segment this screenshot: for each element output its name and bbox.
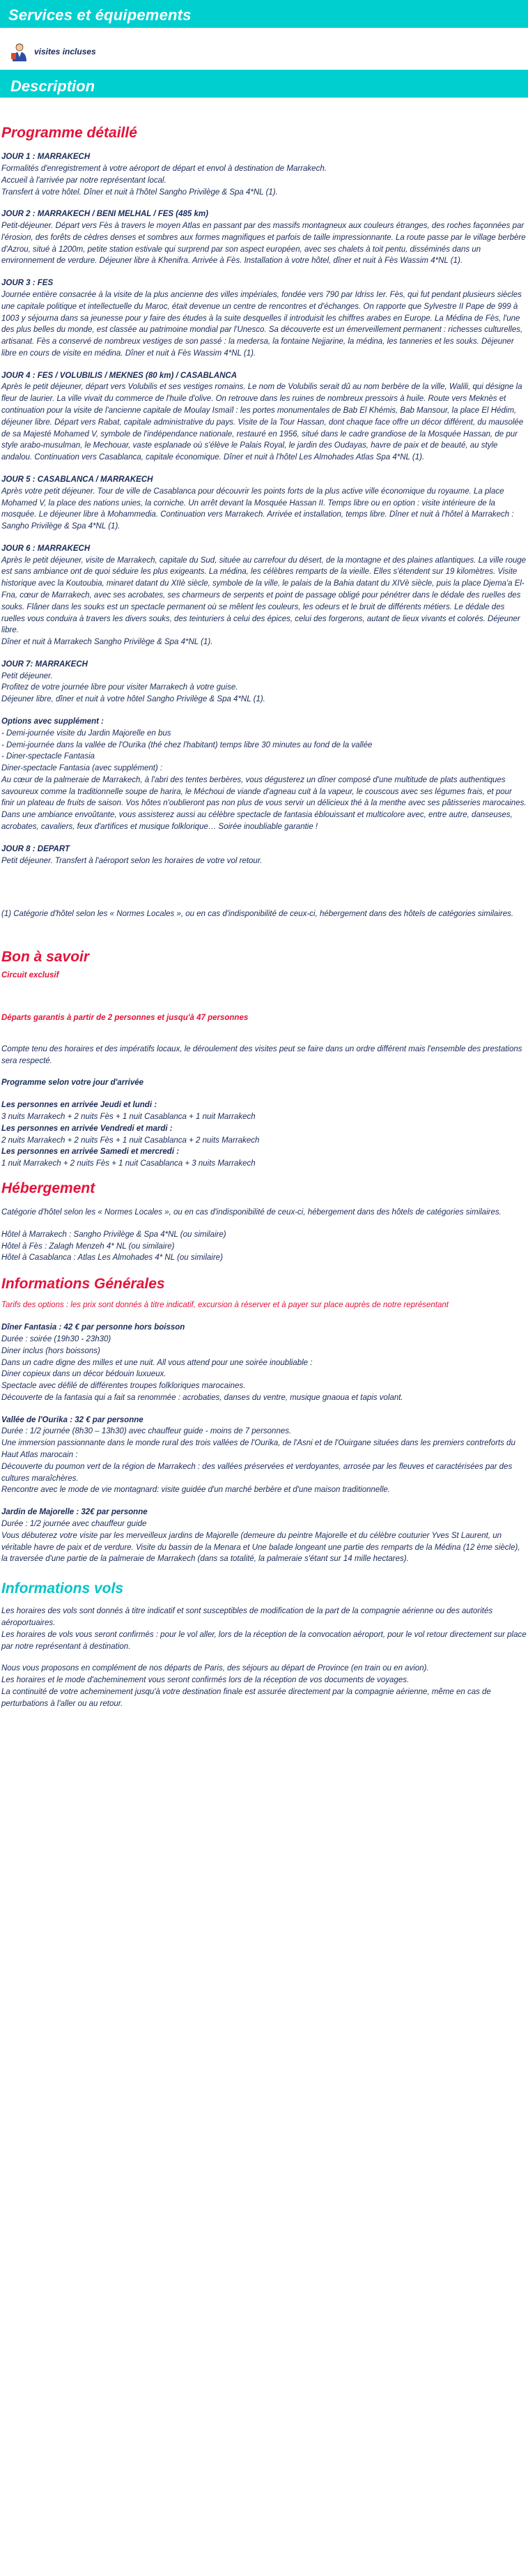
arrival-label: Les personnes en arrivée Vendredi et mardi : bbox=[1, 1124, 173, 1133]
general-option-title: Dîner Fantasia : 42 € par personne hors boisson bbox=[1, 1323, 185, 1332]
vols-line: La continuité de votre acheminement jusqu'à votre destination finale est assurée directement par la compagnie aérienne, même en cas de perturbations à l'aller ou au retour. bbox=[1, 1687, 491, 1708]
option-line: Diner-spectacle Fantasia (avec supplément) : bbox=[1, 764, 163, 773]
option-line: - Diner-spectacle Fantasia bbox=[1, 752, 95, 761]
day-line: Transfert à votre hôtel. Dîner et nuit à l'hôtel Sangho Privilège & Spa 4*NL (1). bbox=[1, 188, 278, 197]
day-title: JOUR 4 : FES / VOLUBILIS / MEKNES (80 km) / CASABLANCA bbox=[1, 371, 238, 380]
general-option-line: Une immersion passionnante dans le monde rural des trois vallées de l'Ourika, de l'Asni et de l'Ouirgane situées dans les premiers contreforts du Haut Atlas marocain : bbox=[1, 1439, 515, 1460]
day-block bbox=[1, 659, 527, 706]
day-line: Après votre petit déjeuner. Tour de ville de Casablanca pour découvrir les points forts de la plus active ville économique du royaume. La place Mohamed V, la place des nations unies, la corniche. Un arrêt devant la Mosquée Hassan II. Temps libre ou en option : visite intérieure de la mosquée. Le déjeuner libre à Mohammedia. Continuation vers Marrakech. Arrivée et installation, temps libre. Dîner et nuit à l'hôtel à Marrakech : Sangho Privilège & Spa 4*NL (1). bbox=[1, 487, 514, 531]
bon-a-savoir-title: Bon à savoir bbox=[1, 949, 90, 966]
option-line: Au cœur de la palmeraie de Marrakech, à l'abri des tentes berbères, vous dégusterez un dîner composé d'une multitude de plats authentiques savoureux comme la traditionnelle soupe de harira, le Méchoui de viande d'agneau cuit à la vapeur, le couscous avec ses légumes frais, et pour finir un plateau de fruits de saison. Vos hôtes n'oublieront pas non plus de vous servir un délicieux thé à la menthe avec ses pâtisseries marocaines. Dans une ambiance envoûtante, vous assisterez aussi au célèbre spectacle de fantasia éblouissant et multicolore avec, entre autre, danseuses, acrobates, cavaliers, feux d'artifices et musique folklorique… Soirée inoubliable garantie ! bbox=[1, 775, 527, 832]
vols-paragraph bbox=[1, 1606, 527, 1652]
hebergement-intro: Catégorie d'hôtel selon les « Normes Locales », ou en cas d'indisponibilité de ceux-ci, hébergement dans des hôtels de catégories similaires. bbox=[1, 1208, 502, 1217]
general-option-line: Rencontre avec le mode de vie montagnard: visite guidée d'un marché berbère et d'une maison traditionnelle. bbox=[1, 1486, 391, 1495]
day-block bbox=[1, 277, 527, 359]
general-option-line: Dans un cadre digne des milles et une nuit. All vous attend pour une soirée inoubliable : bbox=[1, 1358, 313, 1367]
arrival-label: Les personnes en arrivée Jeudi et lundi : bbox=[1, 1101, 157, 1110]
arrival-detail: 1 nuit Marrakech + 2 nuits Fès + 1 nuit Casablanca + 3 nuits Marrakech bbox=[1, 1159, 256, 1168]
programme-title: Programme détaillé bbox=[1, 125, 137, 141]
day-title: JOUR 7: MARRAKECH bbox=[1, 660, 88, 669]
compte-tenu-text: Compte tenu des horaires et des impératifs locaux, le déroulement des visites peut se faire dans un ordre différent mais l'ensemble des prestations sera respecté. bbox=[1, 1044, 522, 1065]
general-option-line: Spectacle avec défilé de différentes troupes folkloriques marocaines. bbox=[1, 1382, 246, 1391]
general-option-line: Diner copieux dans un décor bédouin luxueux. bbox=[1, 1370, 166, 1379]
informations-vols-title: Informations vols bbox=[1, 1580, 124, 1597]
hotel-line: Hôtel à Casablanca : Atlas Les Almohades 4* NL (ou similaire) bbox=[1, 1253, 223, 1263]
hotel-line: Hôtel à Fès : Zalagh Menzeh 4* NL (ou similaire) bbox=[1, 1242, 175, 1251]
day-block bbox=[1, 208, 527, 267]
tarifs-options: Tarifs des options : les prix sont donnés à titre indicatif, excursion à réserver et à payer sur place auprès de notre représentant bbox=[1, 1301, 449, 1310]
general-option-line: Durée : 1/2 journée avec chauffeur guide bbox=[1, 1519, 147, 1528]
vols-paragraph bbox=[1, 1663, 527, 1709]
informations-generales-title: Informations Générales bbox=[1, 1276, 165, 1293]
programme-arrival-label: Programme selon votre jour d'arrivée bbox=[1, 1079, 144, 1088]
general-options bbox=[1, 1322, 527, 1576]
day-line: Petit-déjeuner. Départ vers Fès à travers le moyen Atlas en passant par des massifs montagneux aux couleurs étranges, des roches façonnées par l'érosion, des forêts de cèdres denses et sombres aux formes magnifiques et parfois de taille impressionnante. La route passe par le village berbère d'Azrou, situé à 1200m, petite station estivale qui surprend par son aspect européen, avec ses chalets à toit pentu, disséminés dans un environnement de verdure. Déjeuner libre à Khenifra. Arrivée à Fès. Installation à votre hôtel, dîner et nuit à Fès Wassim 4*NL (1). bbox=[1, 222, 526, 266]
day-line: Profitez de votre journée libre pour visiter Marrakech à votre guise. bbox=[1, 683, 238, 692]
day-line: Accueil à l'arrivée par notre représentant local. bbox=[1, 176, 166, 185]
options-title: Options avec supplément : bbox=[1, 717, 104, 726]
arrival-detail: 2 nuits Marrakech + 2 nuits Fès + 1 nuit Casablanca + 2 nuits Marrakech bbox=[1, 1136, 260, 1145]
day-line: Après le petit déjeuner, visite de Marrakech, capitale du Sud, située au carrefour du désert, de la montagne et des plaines atlantiques. La ville rouge est sans ambiance ont de quoi séduire les plus exigeants. La médina, les célèbres remparts de la vieille. Elles s'étendent sur 19 kilomètres. Visite historique avec la Koutoubia, minaret datant du XIIè siècle, symbole de la ville, le palais de la Bahia datant du XIVè siècle, puis la place Djema'a El-Fna, cœur de Marrakech, avec ses acrobates, ses charmeurs de serpents et point de passage obligé pour pénétrer dans le dédale des ruelles des souks. Flâner dans les souks est un spectacle permanent où se mêlent les couleurs, les odeurs et le bruit de différents métiers. Le dédale des ruelles vous conduira à travers les divers souks, des teinturiers à celui des épices, celui des forgerons, autant de lieux vivants et colorés. Déjeuner libre. bbox=[1, 556, 527, 635]
day-title: JOUR 6 : MARRAKECH bbox=[1, 544, 91, 553]
day-block bbox=[1, 370, 527, 464]
departs-garantis: Départs garantis à partir de 2 personnes et jusqu'à 47 personnes bbox=[1, 1014, 249, 1023]
day-line: Dîner et nuit à Marrakech Sangho Privilège & Spa 4*NL (1). bbox=[1, 638, 213, 647]
last-day-line: Petit déjeuner. Transfert à l'aéroport selon les horaires de votre vol retour. bbox=[1, 856, 263, 865]
day-line: Après le petit déjeuner, départ vers Volubilis et ses vestiges romains. Le nom de Volubilis serait dû au nom berbère de la ville, Walili, qui désigne la fleur de laurier. La ville vivait du commerce de l'huile d'olive. On retrouve dans les ruines de nombreux pressoirs à huile. Route vers Meknès et continuation pour la visite de l'ancienne capitale de Moulay Ismaïl : les portes monumentales de Bab El Khémis, Bab Mansour, la place El Hédim, déjeuner libre. Départ vers Rabat, capitale administrative du pays. Visite de la Tour Hassan, dont chaque face offre un décor différent, du mausolée de sa Majesté Mohamed V, symbole de l'indépendance nationale, restauré en 1956, situé dans le cadre grandiose de la Mosquée Hassan, de pur style arabo-musulman, le Mechouar, vaste esplanade où s'élève le Palais Royal, le jardin des Oudayas, havre de paix et de beauté, au style andalou. Continuation vers Casablanca, capitale économique. Dîner et nuit à l'hôtel Les Almohades Atlas Spa 4*NL (1). bbox=[1, 383, 524, 462]
general-option-line: Diner inclus (hors boissons) bbox=[1, 1346, 100, 1355]
day-line: Petit déjeuner. bbox=[1, 671, 53, 680]
general-option-line: Découverte du poumon vert de la région de Marrakech : des vallées préservées et verdoyantes, arrosée par les fleuves et caractérisées par des cultures maraîchères. bbox=[1, 1462, 513, 1483]
options-block bbox=[1, 716, 527, 833]
day-title: JOUR 2 : MARRAKECH / BENI MELHAL / FES (485 km) bbox=[1, 210, 208, 219]
option-line: - Demi-journée dans la vallée de l'Ourika (thé chez l'habitant) temps libre 30 minutes au fond de la vallée bbox=[1, 740, 373, 749]
vols-line: Les horaires de vols vous seront confirmés : pour le vol aller, lors de la réception de la convocation aéroport, pour le vol retour directement sur place par notre représentant à destination. bbox=[1, 1630, 527, 1651]
programme-footnote: (1) Catégorie d'hôtel selon les « Normes Locales », ou en cas d'indisponibilité de ceux-ci, hébergement dans des hôtels de catégories similaires. bbox=[1, 910, 514, 919]
hebergement-title: Hébergement bbox=[1, 1180, 95, 1196]
vols-line: Les horaires et le mode d'acheminement vous seront confirmés lors de la réception de vos documents de voyages. bbox=[1, 1676, 410, 1685]
description-content bbox=[0, 98, 528, 1710]
general-option-line: Durée : soirée (19h30 - 23h30) bbox=[1, 1335, 111, 1343]
general-option-block bbox=[1, 1507, 527, 1565]
services-item-label: visites incluses bbox=[34, 47, 96, 57]
day-title: JOUR 3 : FES bbox=[1, 279, 54, 288]
day-line: Journée entière consacrée à la visite de la plus ancienne des villes impériales, fondée vers 790 par Idriss Ier. Fès, qui fut pendant plusieurs siècles une capitale politique et intellectuelle du Maroc, était devenue un centre de rencontres et d'échanges. On rapporte que Sylvestre II Pape de 999 à 1003 y séjourna dans sa jeunesse pour y faire des études à la suite desquelles il introduisit les chiffres arabes en Europe. La Médina de Fès, l'une des plus belles du monde, est classée au patrimoine mondial par l'Unesco. Sa découverte est un émerveillement permanent : richesses culturelles, artisanat. Fès a conservé de nombreux vestiges de son passé : la medersa, la fontaine Nejjarine, la médina, les tanneries et les souks. Déjeuner libre en cours de visite en médina. Dîner et nuit à Fès Wassim 4*NL (1). bbox=[1, 291, 523, 358]
guide-person-icon bbox=[9, 42, 30, 63]
services-header bbox=[0, 0, 528, 28]
day-title: JOUR 5 : CASABLANCA / MARRAKECH bbox=[1, 475, 153, 484]
vols-line: Les horaires des vols sont donnés à titre indicatif et sont susceptibles de modification de la part de la compagnie aérienne ou des autorités aéroportuaires. bbox=[1, 1607, 493, 1628]
description-title: Description bbox=[10, 77, 95, 95]
day-block bbox=[1, 474, 527, 533]
last-day-title: JOUR 8 : DEPART bbox=[1, 844, 70, 853]
day-block bbox=[1, 543, 527, 648]
description-header bbox=[0, 70, 528, 98]
services-row bbox=[0, 28, 528, 66]
arrival-label: Les personnes en arrivée Samedi et mercredi : bbox=[1, 1148, 180, 1157]
option-line: - Demi-journée visite du Jardin Majorelle en bus bbox=[1, 729, 171, 738]
day-line: Formalités d'enregistrement à votre aéroport de départ et envol à destination de Marrakech. bbox=[1, 164, 327, 173]
general-option-line: Vous débuterez votre visite par les merveilleux jardins de Majorelle (demeure du peintre Majorelle et du célèbre couturier Yves St Laurent, un véritable havre de paix et de verdure. Visite du bassin de la Menara et Une balade longeant une partie des remparts de la Médina (12 ème siècle), la traversée d'une partie de la palmeraie de Marrakech (dans sa totalité, la palmeraie s'étant sur 14 mille hectares). bbox=[1, 1531, 520, 1564]
general-option-title: Vallée de l'Ourika : 32 € par personne bbox=[1, 1415, 143, 1424]
general-option-block bbox=[1, 1415, 527, 1496]
vols-paragraphs bbox=[1, 1606, 527, 1709]
general-option-line: Découverte de la fantasia qui a fait sa renommée : acrobaties, danses du ventre, musique gnaoua et tapis volant. bbox=[1, 1393, 403, 1402]
arrival-detail: 3 nuits Marrakech + 2 nuits Fès + 1 nuit Casablanca + 1 nuit Marrakech bbox=[1, 1113, 256, 1122]
last-day-block bbox=[1, 844, 527, 867]
services-title: Services et équipements bbox=[8, 6, 192, 24]
general-option-line: Durée : 1/2 journée (8h30 – 13h30) avec chauffeur guide - moins de 7 personnes. bbox=[1, 1427, 292, 1436]
general-option-title: Jardin de Majorelle : 32€ par personne bbox=[1, 1508, 148, 1517]
day-title: JOUR 1 : MARRAKECH bbox=[1, 153, 91, 162]
arrivals-list bbox=[1, 1099, 527, 1170]
hotel-line: Hôtel à Marrakech : Sangho Privilège & Spa 4*NL (ou similaire) bbox=[1, 1230, 226, 1239]
day-line: Déjeuner libre, dîner et nuit à votre hôtel Sangho Privilège & Spa 4*NL (1). bbox=[1, 695, 265, 704]
vols-line: Nous vous proposons en complément de nos départs de Paris, des séjours au départ de Province (en train ou en avion). bbox=[1, 1664, 429, 1673]
programme-days bbox=[1, 151, 527, 706]
day-block bbox=[1, 151, 527, 198]
circuit-exclusif: Circuit exclusif bbox=[1, 971, 59, 980]
hotels-list bbox=[1, 1229, 527, 1264]
general-option-block bbox=[1, 1322, 527, 1403]
